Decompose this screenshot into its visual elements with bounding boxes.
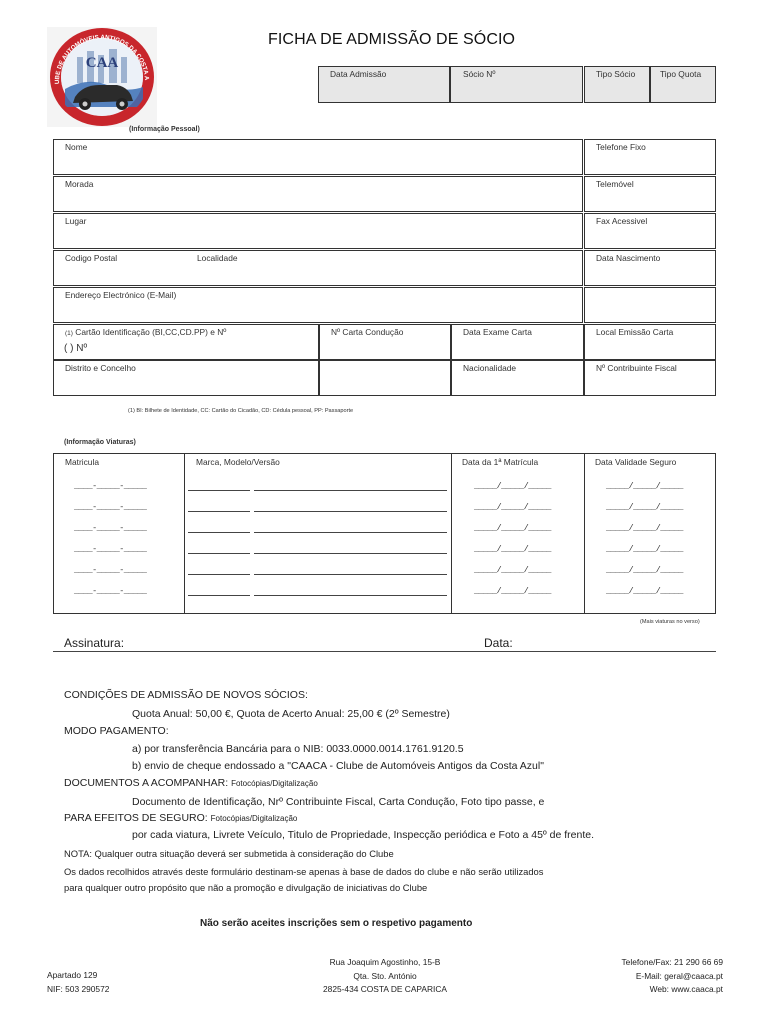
distrito-field[interactable] xyxy=(53,360,319,396)
vehicle-seguro-input[interactable]: _____/_____/_____ xyxy=(606,544,683,554)
local-emissao-label: Local Emissão Carta xyxy=(596,327,674,337)
docs-aside: Fotocópias/Digitalização xyxy=(231,779,318,788)
distrito-label: Distrito e Concelho xyxy=(65,363,136,373)
cartao-prefix: (1) xyxy=(65,330,73,337)
modo-b-text: b) envio de cheque endossado a "CAACA - Clube de Automóveis Antigos da Costa Azul" xyxy=(132,760,544,772)
nacionalidade-label: Nacionalidade xyxy=(463,363,517,373)
vehicle-modelo-input[interactable] xyxy=(254,574,447,575)
email-field[interactable] xyxy=(53,287,583,323)
footer-center xyxy=(300,956,470,997)
telefone-text: Telefone/Fax: 21 290 66 69 xyxy=(621,957,723,967)
email-extra-field[interactable] xyxy=(584,287,716,323)
fax-label: Fax Acessivel xyxy=(596,216,648,226)
cartao-label xyxy=(65,327,226,337)
vehicle-seguro-input[interactable]: _____/_____/_____ xyxy=(606,481,683,491)
nome-label: Nome xyxy=(65,142,88,152)
seguro-aside: Fotocópias/Digitalização xyxy=(210,814,298,823)
id-footnote: (1) BI: Bilhete de Identidade, CC: Cartão do Cicadão, CD: Cédula pessoal, PP: Passaporte xyxy=(128,408,354,414)
vehicle-seguro-input[interactable]: _____/_____/_____ xyxy=(606,502,683,512)
vehicle-matricula-input[interactable]: ____-_____-_____ xyxy=(74,502,147,512)
address-line-1: Rua Joaquim Agostinho, 15-B xyxy=(329,957,441,967)
quota-text: Quota Anual: 50,00 €, Quota de Acerto Anual: 25,00 € (2º Semestre) xyxy=(132,708,450,720)
dados-text-1: Os dados recolhidos através deste formulário destinam-se apenas à base de dados do clube e não serão utilizados xyxy=(64,866,544,877)
tipo-quota-label: Tipo Quota xyxy=(660,69,702,79)
socio-nr-field[interactable] xyxy=(450,66,583,103)
vehicle-data-matricula-input[interactable]: _____/_____/_____ xyxy=(474,481,551,491)
more-vehicles-note: (Mais viaturas no verso) xyxy=(640,619,700,625)
vehicle-matricula-input[interactable]: ____-_____-_____ xyxy=(74,544,147,554)
vehicle-seguro-input[interactable]: _____/_____/_____ xyxy=(606,565,683,575)
vehicles-divider-1 xyxy=(184,453,185,614)
vehicle-matricula-input[interactable]: ____-_____-_____ xyxy=(74,481,147,491)
data-exame-label: Data Exame Carta xyxy=(463,327,532,337)
tipo-quota-field[interactable] xyxy=(650,66,716,103)
cartao-field[interactable] xyxy=(53,324,319,360)
tipo-socio-field[interactable] xyxy=(584,66,650,103)
email-label: Endereço Electrónico (E-Mail) xyxy=(65,290,177,300)
cartao-nr-label: ( ) Nº xyxy=(64,343,88,354)
data-admissao-field[interactable] xyxy=(318,66,450,103)
tipo-socio-label: Tipo Sócio xyxy=(596,69,636,79)
vehicle-marca-input[interactable] xyxy=(188,511,250,512)
vehicle-seguro-input[interactable]: _____/_____/_____ xyxy=(606,523,683,533)
vehicle-modelo-input[interactable] xyxy=(254,511,447,512)
local-emissao-field[interactable] xyxy=(584,324,716,360)
vehicle-data-matricula-input[interactable]: _____/_____/_____ xyxy=(474,565,551,575)
fax-field[interactable] xyxy=(584,213,716,249)
vehicle-modelo-input[interactable] xyxy=(254,553,447,554)
seguro-heading-text: PARA EFEITOS DE SEGURO: xyxy=(64,812,208,824)
section-label-personal: (Informação Pessoal) xyxy=(129,126,200,133)
assinatura-label: Assinatura: xyxy=(64,636,125,650)
vehicle-marca-input[interactable] xyxy=(188,595,250,596)
data-exame-field[interactable] xyxy=(451,324,584,360)
signature-line[interactable] xyxy=(53,651,716,652)
morada-field[interactable] xyxy=(53,176,583,212)
modo-a-text: a) por transferência Bancária para o NIB: 0033.0000.0014.1761.9120.5 xyxy=(132,743,464,755)
data-admissao-label: Data Admissão xyxy=(330,69,387,79)
modo-heading: MODO PAGAMENTO: xyxy=(64,725,169,737)
vehicle-data-matricula-input[interactable]: _____/_____/_____ xyxy=(474,502,551,512)
nif-text: NIF: 503 290572 xyxy=(47,983,110,994)
footer-right xyxy=(560,956,723,997)
vehicle-marca-input[interactable] xyxy=(188,553,250,554)
vehicle-data-matricula-input[interactable]: _____/_____/_____ xyxy=(474,544,551,554)
socio-nr-label: Sócio Nº xyxy=(463,69,496,79)
dados-text-2: para qualquer outro propósito que não a promoção e divulgação de iniciativas do Clube xyxy=(64,882,428,893)
conditions-heading: CONDIÇÕES DE ADMISSÃO DE NOVOS SÓCIOS: xyxy=(64,689,308,701)
vehicle-modelo-input[interactable] xyxy=(254,595,447,596)
footer-left xyxy=(47,969,109,996)
address-line-2: Qta. Sto. António xyxy=(353,970,417,981)
lugar-field[interactable] xyxy=(53,213,583,249)
svg-text:CAA: CAA xyxy=(85,55,119,71)
nome-field[interactable] xyxy=(53,139,583,175)
docs-heading-text: DOCUMENTOS A ACOMPANHAR: xyxy=(64,777,229,789)
seguro-heading xyxy=(64,812,297,824)
lugar-label: Lugar xyxy=(65,216,87,226)
vehicles-divider-3 xyxy=(584,453,585,614)
vehicle-seguro-input[interactable]: _____/_____/_____ xyxy=(606,586,683,596)
carta-conducao-field[interactable] xyxy=(319,324,451,360)
vehicle-matricula-input[interactable]: ____-_____-_____ xyxy=(74,586,147,596)
vehicle-data-matricula-input[interactable]: _____/_____/_____ xyxy=(474,523,551,533)
nota-text: NOTA: Qualquer outra situação deverá ser submetida à consideração do Clube xyxy=(64,848,394,859)
distrito-extra-field[interactable] xyxy=(319,360,451,396)
payment-warning: Não serão aceites inscrições sem o respetivo pagamento xyxy=(200,918,473,929)
apartado-text: Apartado 129 xyxy=(47,970,98,980)
telemovel-label: Telemóvel xyxy=(596,179,634,189)
address-line-3: 2825-434 COSTA DE CAPARICA xyxy=(323,984,447,994)
seguro-text: por cada viatura, Livrete Veículo, Titulo de Propriedade, Inspecção periódica e Foto a 45º de frente. xyxy=(132,829,595,841)
localidade-label: Localidade xyxy=(197,253,238,263)
vehicles-divider-2 xyxy=(451,453,452,614)
cartao-text: Cartão Identificação (BI,CC,CD.PP) e Nº xyxy=(75,327,227,337)
col-matricula-header: Matricula xyxy=(65,457,99,467)
telefone-fixo-field[interactable] xyxy=(584,139,716,175)
morada-label: Morada xyxy=(65,179,94,189)
telefone-fixo-label: Telefone Fixo xyxy=(596,142,646,152)
vehicle-marca-input[interactable] xyxy=(188,574,250,575)
section-label-vehicles: (Informação Viaturas) xyxy=(64,439,136,446)
col-seguro-header: Data Validade Seguro xyxy=(595,457,677,467)
svg-text:CLUBE DE AUTOMÓVEIS ANTIGOS DA: UBE DE AUTOMÓVEIS ANTIGOS DA COSTA A xyxy=(53,33,151,85)
web-text: Web: www.caaca.pt xyxy=(649,984,723,994)
vehicle-modelo-input[interactable] xyxy=(254,490,447,491)
vehicle-data-matricula-input[interactable]: _____/_____/_____ xyxy=(474,586,551,596)
codigo-postal-label: Codigo Postal xyxy=(65,253,118,263)
docs-heading xyxy=(64,777,318,789)
col-marca-header: Marca, Modelo/Versão xyxy=(196,457,280,467)
club-logo xyxy=(47,27,157,127)
vehicle-matricula-input[interactable]: ____-_____-_____ xyxy=(74,523,147,533)
codigo-postal-field[interactable] xyxy=(53,250,583,286)
docs-text: Documento de Identificação, Nrº Contribuinte Fiscal, Carta Condução, Foto tipo passe, e xyxy=(132,796,545,808)
vehicle-modelo-input[interactable] xyxy=(254,532,447,533)
data-nascimento-label: Data Nascimento xyxy=(596,253,661,263)
vehicle-marca-input[interactable] xyxy=(188,532,250,533)
vehicle-matricula-input[interactable]: ____-_____-_____ xyxy=(74,565,147,575)
email-text: E-Mail: geral@caaca.pt xyxy=(635,970,723,981)
vehicle-marca-input[interactable] xyxy=(188,490,250,491)
data-label: Data: xyxy=(484,636,513,650)
col-data-matricula-header: Data da 1ª Matrícula xyxy=(462,457,539,467)
page-title: FICHA DE ADMISSÃO DE SÓCIO xyxy=(268,31,516,48)
carta-conducao-label: Nº Carta Condução xyxy=(331,327,404,337)
telemovel-field[interactable] xyxy=(584,176,716,212)
data-nascimento-field[interactable] xyxy=(584,250,716,286)
contribuinte-field[interactable] xyxy=(584,360,716,396)
contribuinte-label: Nº Contribuinte Fiscal xyxy=(596,363,677,373)
nacionalidade-field[interactable] xyxy=(451,360,584,396)
